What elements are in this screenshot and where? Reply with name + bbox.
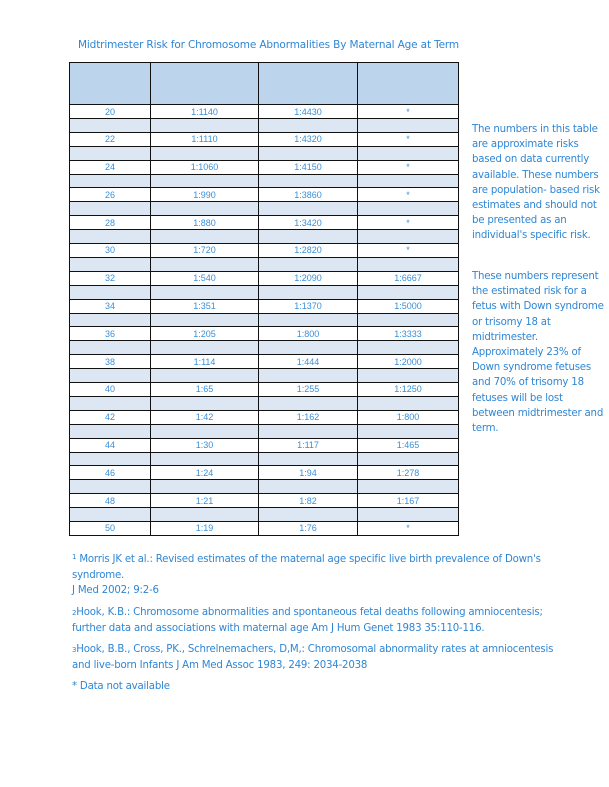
cell-age: 28 [70, 216, 151, 230]
footnote-text: Hook, K.B.: Chromosome abnormalities and spontaneous fetal deaths following amniocentesis; further data and associations with maternal age Am J Hum Genet 1983 35:110-116. [72, 606, 543, 634]
spacer-cell [259, 230, 358, 244]
spacer-cell [259, 119, 358, 133]
spacer-cell [70, 313, 151, 327]
cell-col4: * [358, 188, 459, 202]
table-row [70, 216, 459, 230]
cell-col4: 1:465 [358, 438, 459, 452]
spacer-cell [70, 202, 151, 216]
spacer-cell [151, 257, 259, 271]
spacer-cell [358, 508, 459, 522]
spacer-cell [151, 174, 259, 188]
cell-col3: 1:2090 [259, 271, 358, 285]
spacer-row [70, 285, 459, 299]
spacer-cell [259, 396, 358, 410]
spacer-cell [151, 146, 259, 160]
cell-col2: 1:19 [151, 521, 259, 535]
spacer-cell [259, 174, 358, 188]
spacer-cell [70, 341, 151, 355]
spacer-row [70, 341, 459, 355]
cell-col3: 1:255 [259, 382, 358, 396]
cell-col2: 1:540 [151, 271, 259, 285]
cell-col3: 1:4430 [259, 105, 358, 119]
table-row [70, 299, 459, 313]
spacer-cell [259, 341, 358, 355]
footnote-marker: 3 [72, 646, 77, 655]
table-row [70, 382, 459, 396]
spacer-cell [151, 202, 259, 216]
spacer-cell [259, 424, 358, 438]
cell-col2: 1:30 [151, 438, 259, 452]
spacer-cell [70, 452, 151, 466]
spacer-cell [358, 202, 459, 216]
table-row [70, 438, 459, 452]
cell-col2: 1:990 [151, 188, 259, 202]
spacer-cell [70, 480, 151, 494]
spacer-cell [70, 424, 151, 438]
spacer-cell [70, 230, 151, 244]
cell-col2: 1:351 [151, 299, 259, 313]
table-row [70, 188, 459, 202]
spacer-row [70, 174, 459, 188]
spacer-row [70, 452, 459, 466]
cell-age: 30 [70, 243, 151, 257]
spacer-cell [358, 119, 459, 133]
spacer-cell [151, 424, 259, 438]
spacer-cell [358, 285, 459, 299]
header-cell-col4 [358, 63, 459, 105]
spacer-cell [151, 230, 259, 244]
spacer-cell [70, 146, 151, 160]
header-cell-age [70, 63, 151, 105]
spacer-row [70, 313, 459, 327]
spacer-cell [70, 369, 151, 383]
cell-age: 24 [70, 160, 151, 174]
spacer-cell [259, 313, 358, 327]
spacer-row [70, 257, 459, 271]
spacer-cell [358, 369, 459, 383]
table-row [70, 271, 459, 285]
table-row [70, 466, 459, 480]
spacer-cell [259, 146, 358, 160]
footnote-citation: J Med 2002; 9:2-6 [72, 585, 159, 597]
footnote-text: * Data not available [72, 681, 170, 693]
cell-col2: 1:21 [151, 494, 259, 508]
cell-col4: 1:6667 [358, 271, 459, 285]
table-row [70, 105, 459, 119]
cell-col3: 1:117 [259, 438, 358, 452]
spacer-row [70, 119, 459, 133]
cell-col2: 1:114 [151, 355, 259, 369]
spacer-cell [151, 452, 259, 466]
spacer-cell [151, 119, 259, 133]
table-header-row [70, 63, 459, 105]
spacer-cell [358, 174, 459, 188]
cell-age: 26 [70, 188, 151, 202]
spacer-cell [358, 146, 459, 160]
cell-age: 40 [70, 382, 151, 396]
header-cell-col2 [151, 63, 259, 105]
cell-col3: 1:4320 [259, 132, 358, 146]
spacer-cell [70, 396, 151, 410]
spacer-cell [358, 257, 459, 271]
spacer-cell [70, 257, 151, 271]
spacer-cell [70, 119, 151, 133]
spacer-cell [358, 313, 459, 327]
spacer-cell [358, 452, 459, 466]
cell-col2: 1:720 [151, 243, 259, 257]
spacer-cell [151, 285, 259, 299]
cell-col2: 1:65 [151, 382, 259, 396]
cell-col4: * [358, 243, 459, 257]
table-row [70, 494, 459, 508]
cell-age: 20 [70, 105, 151, 119]
spacer-cell [259, 480, 358, 494]
cell-col3: 1:94 [259, 466, 358, 480]
spacer-row [70, 146, 459, 160]
side-note-approximate-risks: The numbers in this table are approximate risks based on data currently available. These numbers are population- based risk estimates and should not be presented as an individual's specific risk. [472, 124, 600, 242]
cell-col4: 1:167 [358, 494, 459, 508]
spacer-row [70, 508, 459, 522]
spacer-row [70, 202, 459, 216]
cell-col3: 1:76 [259, 521, 358, 535]
cell-col4: * [358, 216, 459, 230]
table-row [70, 243, 459, 257]
cell-col3: 1:4150 [259, 160, 358, 174]
footnote-marker: 2 [72, 608, 77, 617]
cell-age: 34 [70, 299, 151, 313]
cell-age: 42 [70, 410, 151, 424]
spacer-cell [259, 508, 358, 522]
cell-col3: 1:1370 [259, 299, 358, 313]
cell-col4: 1:2000 [358, 355, 459, 369]
cell-col3: 1:3860 [259, 188, 358, 202]
table-row [70, 132, 459, 146]
risk-table [69, 62, 459, 536]
table-row [70, 160, 459, 174]
spacer-cell [259, 285, 358, 299]
footnote-3 [72, 642, 572, 673]
spacer-row [70, 396, 459, 410]
cell-col2: 1:42 [151, 410, 259, 424]
cell-age: 50 [70, 521, 151, 535]
cell-age: 48 [70, 494, 151, 508]
footnote-marker: 1 [72, 553, 77, 561]
cell-col2: 1:1060 [151, 160, 259, 174]
cell-col4: * [358, 132, 459, 146]
cell-col3: 1:82 [259, 494, 358, 508]
cell-col3: 1:800 [259, 327, 358, 341]
footnotes [72, 552, 572, 701]
spacer-row [70, 230, 459, 244]
footnote-1 [72, 552, 572, 599]
spacer-cell [151, 313, 259, 327]
spacer-cell [151, 369, 259, 383]
spacer-row [70, 369, 459, 383]
spacer-cell [151, 396, 259, 410]
cell-age: 46 [70, 466, 151, 480]
spacer-cell [259, 202, 358, 216]
cell-col3: 1:3420 [259, 216, 358, 230]
table-row [70, 521, 459, 535]
cell-col2: 1:205 [151, 327, 259, 341]
cell-col3: 1:444 [259, 355, 358, 369]
spacer-cell [259, 452, 358, 466]
cell-col4: 1:1250 [358, 382, 459, 396]
cell-col2: 1:24 [151, 466, 259, 480]
cell-col4: 1:5000 [358, 299, 459, 313]
header-cell-col3 [259, 63, 358, 105]
cell-col4: 1:3333 [358, 327, 459, 341]
footnote-text: Hook, B.B., Cross, PK., Schrelnemachers, D,M,: Chromosomal abnormality rates at amniocentesis and live-born Infants J Am Med Assoc 1983, 249: 2034-2038 [72, 644, 554, 672]
spacer-cell [70, 508, 151, 522]
spacer-cell [358, 341, 459, 355]
spacer-cell [70, 174, 151, 188]
footnote-text: Morris JK et al.: Revised estimates of the maternal age specific live birth prevalence of Down's syndrome. [72, 554, 541, 582]
cell-age: 38 [70, 355, 151, 369]
table-row [70, 355, 459, 369]
spacer-cell [358, 424, 459, 438]
spacer-cell [259, 257, 358, 271]
spacer-row [70, 424, 459, 438]
spacer-cell [151, 341, 259, 355]
cell-age: 44 [70, 438, 151, 452]
cell-col3: 1:2820 [259, 243, 358, 257]
spacer-cell [70, 285, 151, 299]
cell-col2: 1:880 [151, 216, 259, 230]
cell-col4: * [358, 105, 459, 119]
cell-col4: * [358, 160, 459, 174]
cell-col2: 1:1110 [151, 132, 259, 146]
cell-age: 36 [70, 327, 151, 341]
side-note-midtrimester-risk: These numbers represent the estimated risk for a fetus with Down syndrome or trisomy 18 at midtrimester. Approximately 23% of Down syndrome fetuses and 70% of trisomy 18 fetuses will be lost between midtrimester and term. [472, 271, 604, 435]
footnote-data-not-available [72, 679, 572, 694]
spacer-cell [358, 396, 459, 410]
table-row [70, 327, 459, 341]
cell-col3: 1:162 [259, 410, 358, 424]
spacer-cell [151, 508, 259, 522]
footnote-2 [72, 605, 572, 636]
cell-col4: * [358, 521, 459, 535]
spacer-cell [358, 480, 459, 494]
cell-col4: 1:800 [358, 410, 459, 424]
cell-age: 22 [70, 132, 151, 146]
cell-age: 32 [70, 271, 151, 285]
cell-col2: 1:1140 [151, 105, 259, 119]
cell-col4: 1:278 [358, 466, 459, 480]
table-row [70, 410, 459, 424]
spacer-row [70, 480, 459, 494]
spacer-cell [259, 369, 358, 383]
spacer-cell [151, 480, 259, 494]
page-title: Midtrimester Risk for Chromosome Abnormalities By Maternal Age at Term [78, 39, 459, 51]
spacer-cell [358, 230, 459, 244]
